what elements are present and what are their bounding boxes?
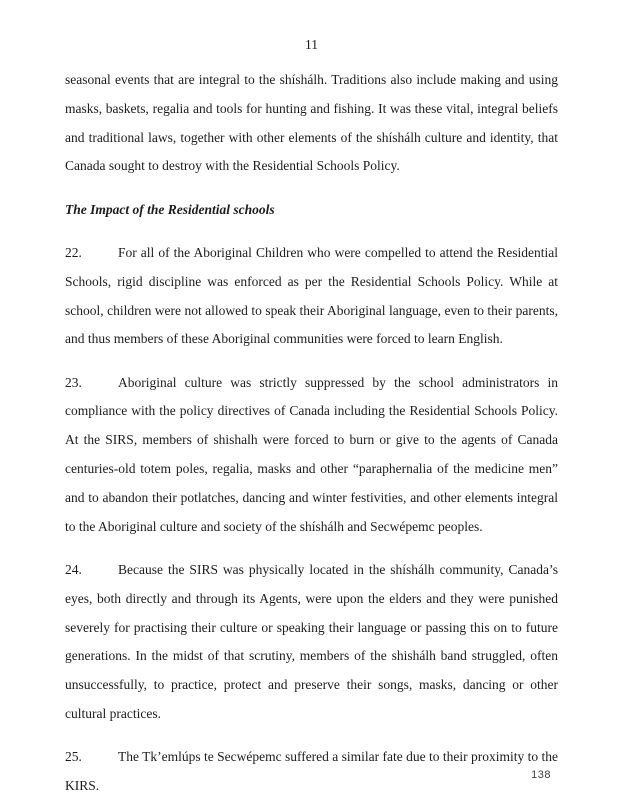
page-number: 11 [305, 37, 318, 52]
document-body [65, 66, 558, 801]
paragraph-text: Aboriginal culture was strictly suppressed by the school administrators in compliance with the policy directives of Canada including the Residential Schools Policy. At the SIRS, members of shishalh were forced to burn or give to the agents of Canada centuries-old totem poles, regalia, masks and other “paraphernalia of the medicine men” and to abandon their potlatches, dancing and winter festivities, and other elements integral to the Aboriginal culture and society of the shíshálh and Secwépemc peoples. [65, 374, 558, 534]
numbered-paragraph-22 [65, 239, 558, 354]
paragraph-number: 25. [65, 749, 82, 765]
body-paragraph-intro: seasonal events that are integral to the shíshálh. Traditions also include making and using masks, baskets, regalia and tools for hunting and fishing. It was these vital, integral beliefs and traditional laws, together with other elements of the shíshálh culture and identity, that Canada sought to destroy with the Residential Schools Policy. [65, 72, 558, 174]
paragraph-text: Because the SIRS was physically located in the shíshálh community, Canada’s eyes, both directly and through its Agents, were upon the elders and they were punished severely for practising their culture or speaking their language or passing this on to future generations. In the midst of that scrutiny, members of the shishálh band struggled, often unsuccessfully, to practice, protect and preserve their songs, masks, dancing or other cultural practices. [65, 561, 558, 721]
paragraph-number: 23. [65, 374, 82, 390]
bates-stamp-number: 138 [531, 769, 551, 781]
numbered-paragraph-24 [65, 556, 558, 729]
paragraph-text: For all of the Aboriginal Children who were compelled to attend the Residential Schools, rigid discipline was enforced as per the Residential Schools Policy. While at school, children were not allowed to speak their Aboriginal language, even to their parents, and thus members of these Aboriginal communities were forced to learn English. [65, 244, 558, 347]
paragraph-number: 22. [65, 244, 82, 260]
section-heading: The Impact of the Residential schools [65, 201, 275, 217]
paragraph-text: The Tk’emlúps te Secwépemc suffered a similar fate due to their proximity to the KIRS. [65, 749, 558, 794]
paragraph-number: 24. [65, 561, 82, 577]
numbered-paragraph-23 [65, 369, 558, 542]
numbered-paragraph-25 [65, 743, 558, 801]
